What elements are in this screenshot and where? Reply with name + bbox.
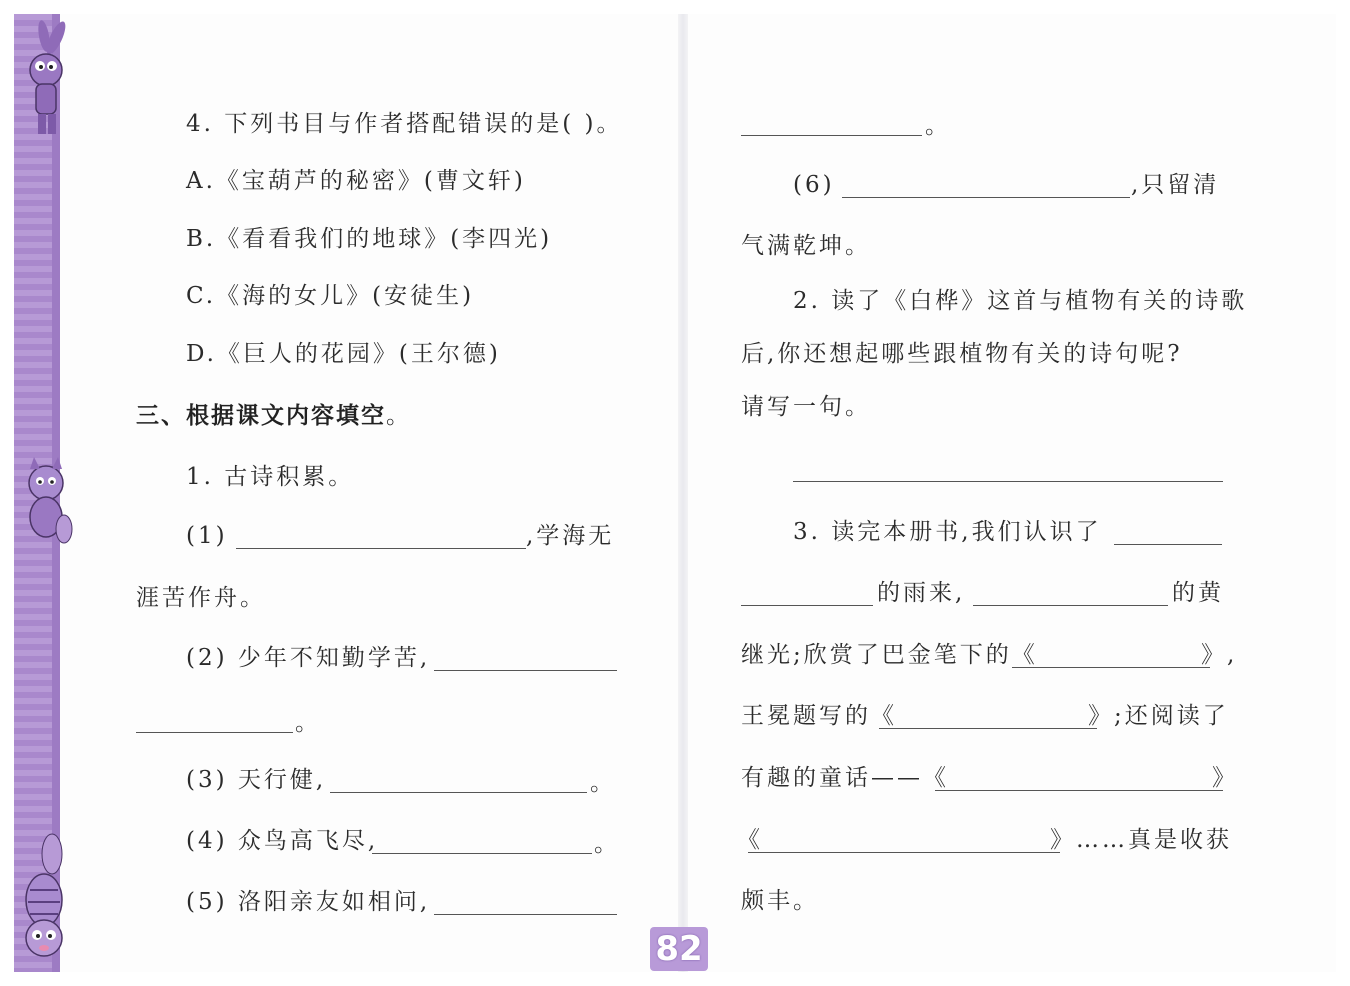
q3-line-7: 颇丰。	[741, 888, 819, 914]
poem-6-continuation: 气满乾坤。	[741, 233, 871, 259]
rabbit-mascot-icon	[16, 20, 74, 140]
tiger-mascot-icon	[16, 830, 74, 970]
poem-5-text: (5) 洛阳亲友如相问,	[186, 889, 431, 915]
q3-blank-4[interactable]	[1012, 667, 1210, 668]
poem-6-number: (6)	[793, 172, 835, 198]
q3-blank-5[interactable]	[879, 728, 1097, 729]
poem-4-text: (4) 众鸟高飞尽,	[186, 828, 379, 854]
poem-1-blank[interactable]	[236, 548, 526, 549]
q3-line-6a: 《	[737, 827, 763, 853]
q4-option-c: C.《海的女儿》(安徒生)	[186, 283, 475, 309]
q3-line-4b: 》;还阅读了	[1088, 703, 1229, 729]
q3-line-2a: 的雨来,	[877, 580, 966, 606]
q3-line-3b: 》,	[1201, 642, 1238, 668]
q4-title: 4. 下列书目与作者搭配错误的是( )。	[186, 111, 623, 137]
poem-2-blank-a[interactable]	[434, 670, 617, 671]
poem-2-text: (2) 少年不知勤学苦,	[186, 645, 431, 671]
q4-option-b: B.《看看我们的地球》(李四光)	[186, 226, 553, 252]
q3-line-6b: 》……真是收获	[1050, 827, 1232, 853]
q3-blank-6[interactable]	[935, 790, 1223, 791]
poem-4-blank[interactable]	[372, 853, 592, 854]
q2-line-3: 请写一句。	[741, 394, 871, 420]
poem-5-end: 。	[925, 113, 951, 139]
q2-answer-blank[interactable]	[793, 481, 1223, 482]
q3-blank-2[interactable]	[741, 605, 873, 606]
raccoon-mascot-icon	[16, 455, 74, 550]
q3-line-1: 3. 读完本册书,我们认识了	[793, 519, 1102, 545]
q3-blank-7[interactable]	[748, 852, 1060, 853]
q2-line-1: 2. 读了《白桦》这首与植物有关的诗歌	[793, 288, 1248, 314]
q3-line-5b: 》	[1212, 765, 1238, 791]
page-number: 82	[650, 927, 708, 971]
q3-blank-3[interactable]	[973, 605, 1168, 606]
q4-option-a: A.《宝葫芦的秘密》(曹文轩)	[186, 168, 526, 194]
poem-1-number: (1)	[186, 523, 228, 549]
book-spine	[678, 14, 688, 972]
q3-line-5a: 有趣的童话——《	[741, 765, 949, 791]
poem-3-text: (3) 天行健,	[186, 767, 327, 793]
poem-4-end: 。	[594, 831, 620, 857]
q2-line-2: 后,你还想起哪些跟植物有关的诗句呢?	[741, 341, 1183, 367]
poem-2-blank-b[interactable]	[136, 732, 293, 733]
poem-5-blank-b[interactable]	[741, 135, 922, 136]
q1-title: 1. 古诗积累。	[186, 464, 355, 490]
q4-option-d: D.《巨人的花园》(王尔德)	[186, 341, 501, 367]
poem-6-tail: ,只留清	[1131, 172, 1220, 198]
poem-3-end: 。	[590, 770, 616, 796]
poem-5-blank-a[interactable]	[434, 914, 617, 915]
q3-line-4a: 王冕题写的《	[741, 703, 897, 729]
poem-1-continuation: 涯苦作舟。	[136, 585, 266, 611]
q3-line-3a: 继光;欣赏了巴金笔下的《	[741, 642, 1038, 668]
poem-2-end: 。	[295, 710, 321, 736]
poem-1-tail: ,学海无	[526, 523, 615, 549]
poem-3-blank[interactable]	[330, 792, 587, 793]
poem-6-blank[interactable]	[842, 197, 1130, 198]
q3-line-2b: 的黄	[1172, 580, 1224, 606]
section-3-heading: 三、根据课文内容填空。	[136, 403, 411, 429]
q3-blank-1[interactable]	[1114, 544, 1222, 545]
